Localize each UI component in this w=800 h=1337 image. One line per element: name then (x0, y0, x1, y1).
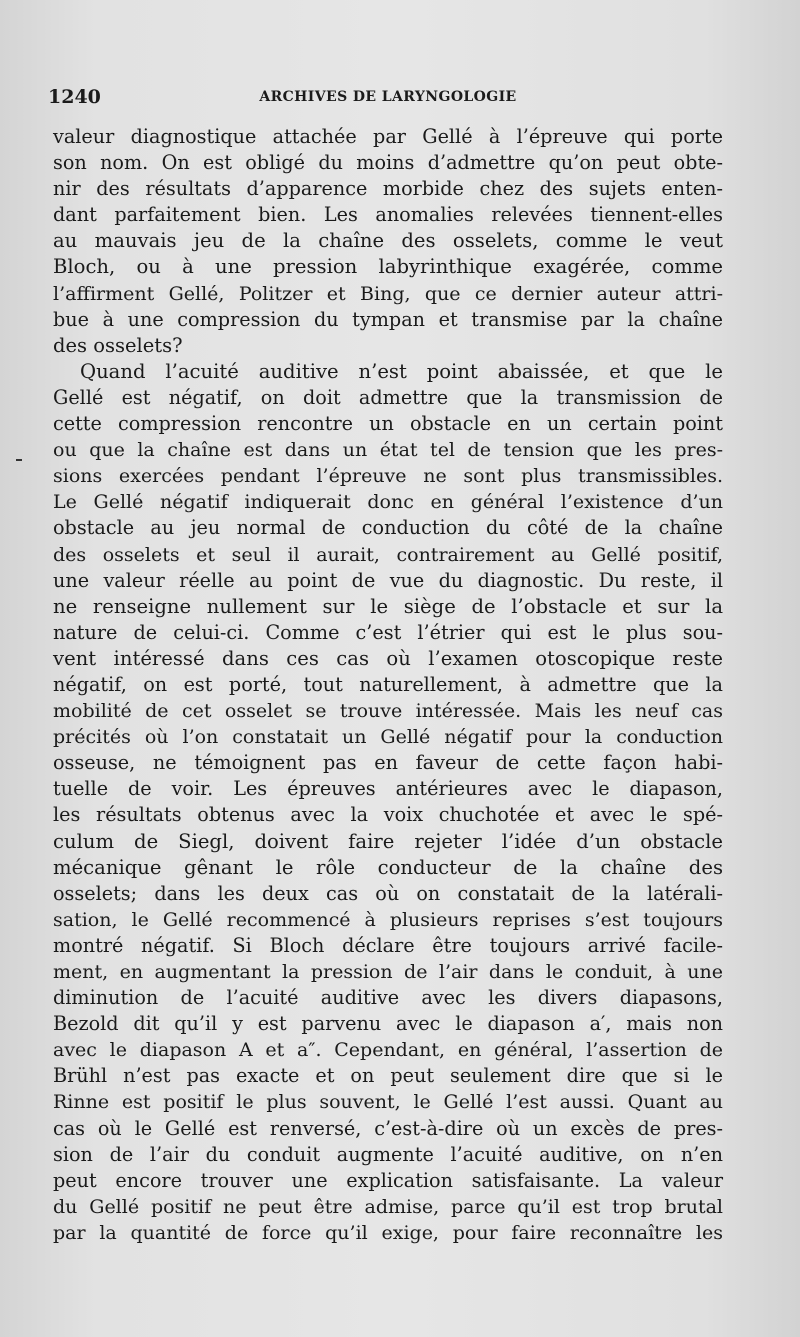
text-line: précités où l’on constatait un Gellé négatif pour la conduction (53, 726, 723, 749)
text-line: tuelle de voir. Les épreuves antérieures avec le diapason, (53, 777, 723, 801)
text-line: valeur diagnostique attachée par Gellé à l’épreuve qui porte (53, 125, 723, 148)
text-line: ment, en augmentant la pression de l’air dans le conduit, à une (53, 961, 723, 983)
text-line: des osselets? (53, 333, 183, 357)
text-line: son nom. On est obligé du moins d’admettre qu’on peut obte- (53, 151, 723, 175)
text-line: Rinne est positif le plus souvent, le Gellé l’est aussi. Quant au (53, 1091, 723, 1114)
text-line: Le Gellé négatif indiquerait donc en général l’existence d’un (53, 491, 723, 514)
text-line: sions exercées pendant l’épreuve ne sont plus transmissibles. (53, 465, 723, 488)
text-line: mécanique gênant le rôle conducteur de la chaîne des (53, 855, 723, 879)
text-line: avec le diapason A et a″. Cependant, en général, l’assertion de (53, 1039, 723, 1062)
text-line: mobilité de cet osselet se trouve intéressée. Mais les neuf cas (53, 700, 723, 723)
page-number: 1240 (48, 86, 101, 108)
text-line: cette compression rencontre un obstacle en un certain point (53, 412, 723, 436)
text-line: ne renseigne nullement sur le siège de l’obstacle et sur la (53, 594, 723, 618)
text-line: Bezold dit qu’il y est parvenu avec le diapason a′, mais non (53, 1012, 723, 1036)
text-line: nature de celui-ci. Comme c’est l’étrier qui est le plus sou- (53, 620, 723, 644)
body-text (53, 124, 723, 1246)
text-line: du Gellé positif ne peut être admise, parce qu’il est trop brutal (53, 1195, 723, 1218)
text-line: montré négatif. Si Bloch déclare être toujours arrivé facile- (53, 933, 723, 957)
text-line: Brühl n’est pas exacte et on peut seulement dire que si le (53, 1064, 723, 1088)
text-line: cas où le Gellé est renversé, c’est-à-dire où un excès de pres- (53, 1116, 723, 1140)
text-line: négatif, on est porté, tout naturellement, à admettre que la (53, 672, 723, 696)
text-line: par la quantité de force qu’il exige, pour faire reconnaître les (53, 1221, 723, 1244)
text-line: diminution de l’acuité auditive avec les divers diapasons, (53, 986, 723, 1010)
text-line: culum de Siegl, doivent faire rejeter l’idée d’un obstacle (53, 829, 723, 853)
text-line: l’affirment Gellé, Politzer et Bing, que ce dernier auteur attri- (53, 282, 723, 305)
text-line: Gellé est négatif, on doit admettre que la transmission de (53, 385, 723, 409)
text-line: sion de l’air du conduit augmente l’acuité auditive, on n’en (53, 1142, 723, 1166)
text-line: osseuse, ne témoignent pas en faveur de cette façon habi- (53, 751, 723, 775)
paragraph-start-line: Quand l’acuité auditive n’est point abaissée, et que le (80, 359, 723, 383)
text-line: nir des résultats d’apparence morbide chez des sujets enten- (53, 177, 723, 201)
text-line: une valeur réelle au point de vue du diagnostic. Du reste, il (53, 568, 723, 592)
text-line: les résultats obtenus avec la voix chuchotée et avec le spé- (53, 803, 723, 827)
page-header (48, 86, 728, 112)
text-line: osselets; dans les deux cas où on constatait de la latérali- (53, 881, 723, 905)
text-line: ou que la chaîne est dans un état tel de tension que les pres- (53, 439, 723, 462)
text-line: dant parfaitement bien. Les anomalies relevées tiennent-elles (53, 203, 723, 227)
text-line: bue à une compression du tympan et transmise par la chaîne (53, 307, 723, 331)
text-line: vent intéressé dans ces cas où l’examen otoscopique reste (53, 646, 723, 670)
text-line: obstacle au jeu normal de conduction du côté de la chaîne (53, 516, 723, 540)
text-line: sation, le Gellé recommencé à plusieurs reprises s’est toujours (53, 908, 723, 931)
running-head: ARCHIVES DE LARYNGOLOGIE (259, 89, 517, 105)
text-line: Bloch, ou à une pression labyrinthique exagérée, comme (53, 255, 723, 279)
text-line: peut encore trouver une explication satisfaisante. La valeur (53, 1168, 723, 1192)
text-line: des osselets et seul il aurait, contrairement au Gellé positif, (53, 543, 723, 566)
margin-mark (16, 459, 22, 461)
text-line: au mauvais jeu de la chaîne des osselets, comme le veut (53, 229, 723, 253)
